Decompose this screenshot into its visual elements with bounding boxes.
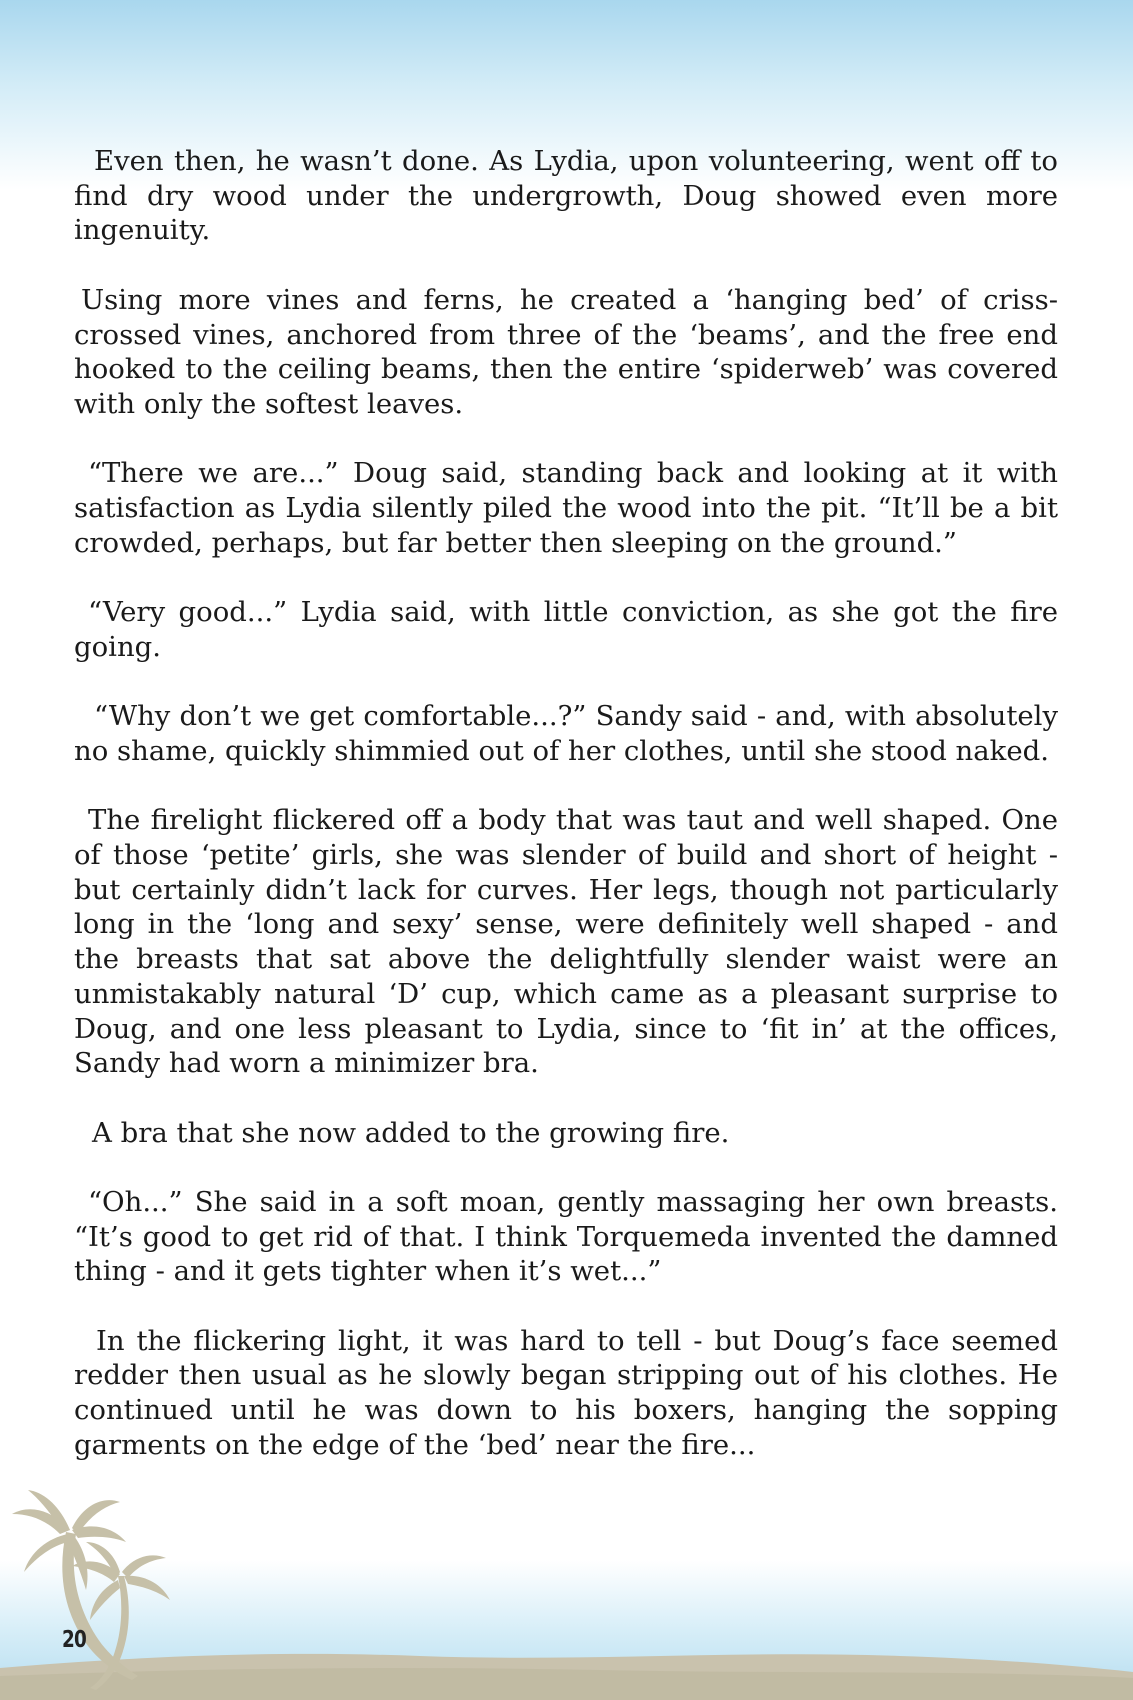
paragraph: In the flickering light, it was hard to tell - but Doug’s face seemed redder then usual as he slowly began stripping out of his clothes. He continued until he was down to his boxers, hanging the sopping garments on the edge of the ‘bed’ near the fire... bbox=[74, 1324, 1058, 1461]
paragraph: Even then, he wasn’t done. As Lydia, upon volunteering, went off to find dry wood under the undergrowth, Doug showed even more ingenuity. bbox=[74, 145, 1058, 247]
beach-footer-illustration bbox=[0, 1480, 1133, 1700]
paragraph: A bra that she now added to the growing fire. bbox=[92, 1116, 730, 1149]
paragraph: “Why don’t we get comfortable...?” Sandy said - and, with absolutely no shame, quickly shimmied out of her clothes, until she stood naked. bbox=[74, 700, 1058, 767]
page-number: 20 bbox=[62, 1627, 87, 1653]
paragraph: “Very good...” Lydia said, with little conviction, as she got the fire going. bbox=[74, 596, 1058, 663]
paragraph: “Oh...” She said in a soft moan, gently massaging her own breasts. “It’s good to get rid of that. I think Torquemeda invented the damned thing - and it gets tighter when it’s wet...” bbox=[74, 1185, 1058, 1288]
paragraph: “There we are...” Doug said, standing back and looking at it with satisfaction as Lydia silently piled the wood into the pit. “It’ll be a bit crowded, perhaps, but far better then sleeping on the ground.” bbox=[74, 457, 1058, 559]
paragraph: The firelight flickered off a body that was taut and well shaped. One of those ‘petite’ girls, she was slender of build and short of height - but certainly didn’t lack for curves. Her legs, though not particularly long in the ‘long and sexy’ sense, were definitely well shaped - and the breasts that sat above the delightfully slender waist were an unmistakably natural ‘D’ cup, which came as a pleasant surprise to Doug, and one less pleasant to Lydia, since to ‘fit in’ at the offices, Sandy had worn a minimizer bra. bbox=[74, 804, 1058, 1080]
page-body bbox=[74, 144, 1058, 1497]
paragraph: Using more vines and ferns, he created a ‘hanging bed’ of criss-crossed vines, anchored from three of the ‘beams’, and the free end hooked to the ceiling beams, then the entire ‘spiderweb’ was covered with only the softest leaves. bbox=[74, 283, 1058, 420]
